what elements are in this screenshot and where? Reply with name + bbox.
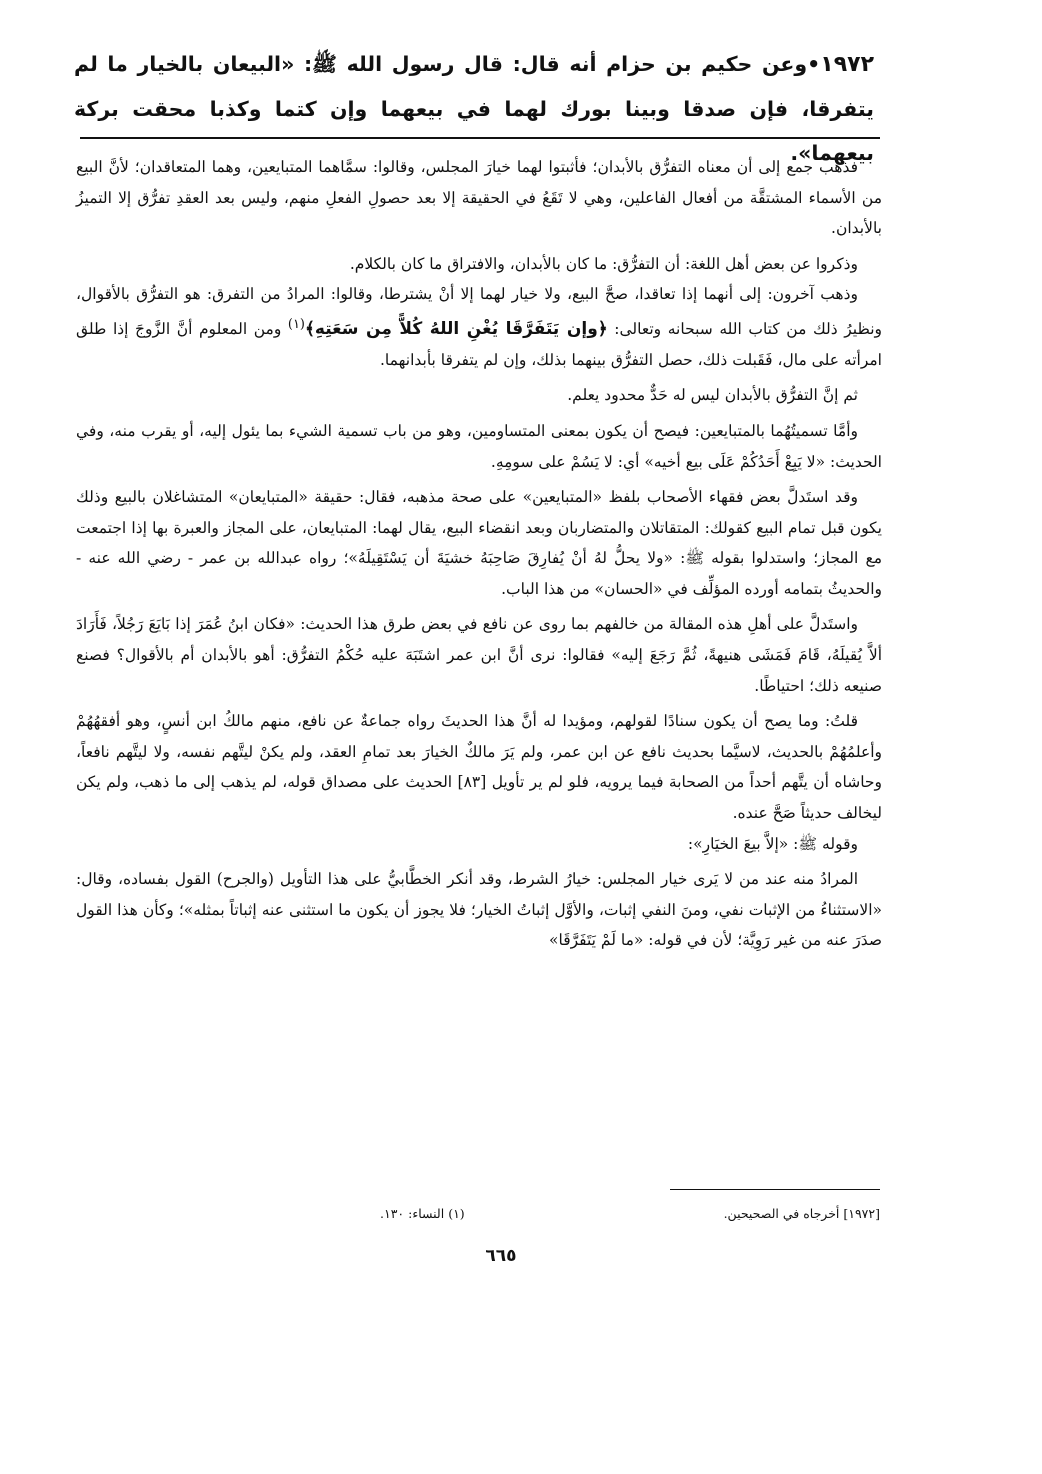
paragraph-2: وذكروا عن بعض أهل اللغة: أن التفرُّق: ما كان بالأبدان، والافتراق ما كان بالكلام.: [349, 254, 858, 273]
paragraph-5: وأمَّا تسميتُهُما بالمتبايعين: فيصح أن يكون بمعنى المتساومين، وهو من باب تسمية الشيء بما يئول إليه، أو يقرب منه، وفي الحديث: «لا يَبِعْ أَحَدُكُمْ عَلَى بيع أخيه» أي: لا يَسُمْ على سومِهِ.: [76, 421, 882, 471]
hadith-text: وعن حكيم بن حزام أنه قال: قال رسول الله ﷺ: «البيعان بالخيار ما لم يتفرقا، فإن صدقا وبينا بورك لهما في بيعهما وإن كتما وكذبا محقت بركة بيعهما».: [74, 52, 874, 165]
footnote-source: [١٩٧٢] أخرجاه في الصحيحين.: [723, 1206, 880, 1221]
paragraph-6: وقد استَدلَّ بعض فقهاء الأصحاب بلفظ «المتبايعين» على صحة مذهبه، فقال: حقيقة «المتبايعان» المتشاغلان بالبيع وذلك يكون قبل تمام البيع كقولك: المتقاتلان والمتضاربان وبعد انقضاء البيع، يقال لهما: المتبايعان، على المجاز والعبرة بها إذا اجتمعت مع المجاز؛ واستدلوا بقوله ﷺ: «ولا يحلُّ لهُ أنْ يُفارِقَ صَاحِبَهُ خشيَةَ أن يَسْتَقِيلَهُ»؛ رواه عبدالله بن عمر - رضي الله عنه - والحديثُ بتمامه أورده المؤلِّف في «الحسان» من هذا الباب.: [76, 488, 882, 598]
hadith-number: ١٩٧٢: [820, 52, 874, 77]
footnotes: [300, 1206, 880, 1230]
paragraph-10: المرادُ منه عند من لا يَرى خيار المجلس: خيارُ الشرط، وقد أنكر الخطَّابيُّ على هذا التأويل (والجرح) القول بفساده، وقال: «الاستثناءُ من الإثبات نفي، ومنَ النفي إثبات، والأوَّل إثباتُ الخيار؛ فلا يجوز أن يكون ما استثنى عنه إثباتاً بمثله»؛ وكأن هذا القول صدَرَ عنه من غير رَوِيَّة؛ لأن في قوله: «ما لَمْ يَتَفَرَّقَا»: [76, 870, 882, 950]
header-divider: [80, 137, 880, 139]
paragraph-7: واستَدلَّ على أهلِ هذه المقالة من خالفهم بما روى عن نافع في بعض طرق هذا الحديث: «فكان ابنُ عُمَرَ إذا بَايَعَ رَجُلاً، فَأَرَادَ ألاَّ يُقيلَهُ، قَامَ فَمَشَى هنيهةً، ثُمَّ رَجَعَ إليه» فقالوا: نرى أنَّ ابن عمر اشتَبَهَ عليه حُكْمُ التفرُّق: أهو بالأبدان أم بالأقوال؟ فصنع صنيعه ذلك؛ احتياطًا.: [76, 615, 882, 695]
quran-verse: ﴿وإن يَتَفَرَّقَا يُغْنِ اللهُ كُلاًّ مِن سَعَتِهِ﴾: [304, 319, 608, 340]
paragraph-8: قلتُ: وما يصح أن يكون سنادًا لقولهم، ومؤيدا له أنَّ هذا الحديثَ رواه جماعةٌ عن نافع، منهم مالكُ ابن أنسٍ، وهو أفقهُهُمْ وأعلمُهُمْ بالحديث، لاسيَّما بحديث نافع عن ابن عمر، ولم يَرَ مالكٌ الخيارَ بعد تمامِ العقد، ولم يكنْ ليتَّهم نفسه، ولا ليتَّهم نافعاً، وحاشاه أن يتَّهم أحداً من الصحابة فيما يرويه، فلو لم ير تأويل [٨٣] الحديث على مصداق قوله، لم يذهب إلى ما ذهب، ولم يكن ليخالف حديثاً صَحَّ عنده.: [76, 712, 882, 823]
paragraph-1: فذهب جمع إلى أن معناه التفرُّق بالأبدان؛ فأثبتوا لهما خيارَ المجلس، وقالوا: سمَّاهما المتبايعين، وهما المتعاقدان؛ لأنَّ البيع من الأسماء المشتقَّة من أفعال الفاعلين، وهي لا تَقَعُ في الحقيقة إلا بعد حصولِ الفعلِ منهم، وليس بعد العقدِ تفرُّق إلا التميزُ بالأبدان.: [76, 158, 882, 238]
footnote-divider: [670, 1189, 880, 1190]
hadith-bullet: •: [807, 52, 821, 76]
footnote-ref: (١): [287, 316, 305, 332]
commentary-body: [76, 152, 882, 961]
footnote-quran-ref: (١) النساء: ١٣٠.: [380, 1206, 465, 1221]
paragraph-3-rest: ومن المعلوم أنَّ الزَّوجَ إذا طلق امرأته على مال، فَقَبلت ذلك، حصل التفرُّق بينهما بذلك، وإن لم يتفرقا بأبدانهما.: [76, 320, 882, 369]
paragraph-3-intro: وذهب آخرون: إلى أنهما إذا تعاقدا، صحَّ البيع، ولا خيار لهما إلا أنْ يشترطا، وقالوا: المرادُ من التفرق: هو التفرُّق بالأقوال، ونظيرُ ذلك من كتاب الله سبحانه وتعالى:: [76, 285, 882, 339]
paragraph-3: [76, 279, 882, 375]
page-number: ٦٦٥: [485, 1246, 517, 1266]
paragraph-4: ثم إنَّ التفرُّق بالأبدان ليس له حَدٌّ محدود يعلم.: [567, 386, 858, 405]
paragraph-9: وقوله ﷺ: «إلاَّ بيعَ الخيَارِ»:: [687, 834, 858, 853]
